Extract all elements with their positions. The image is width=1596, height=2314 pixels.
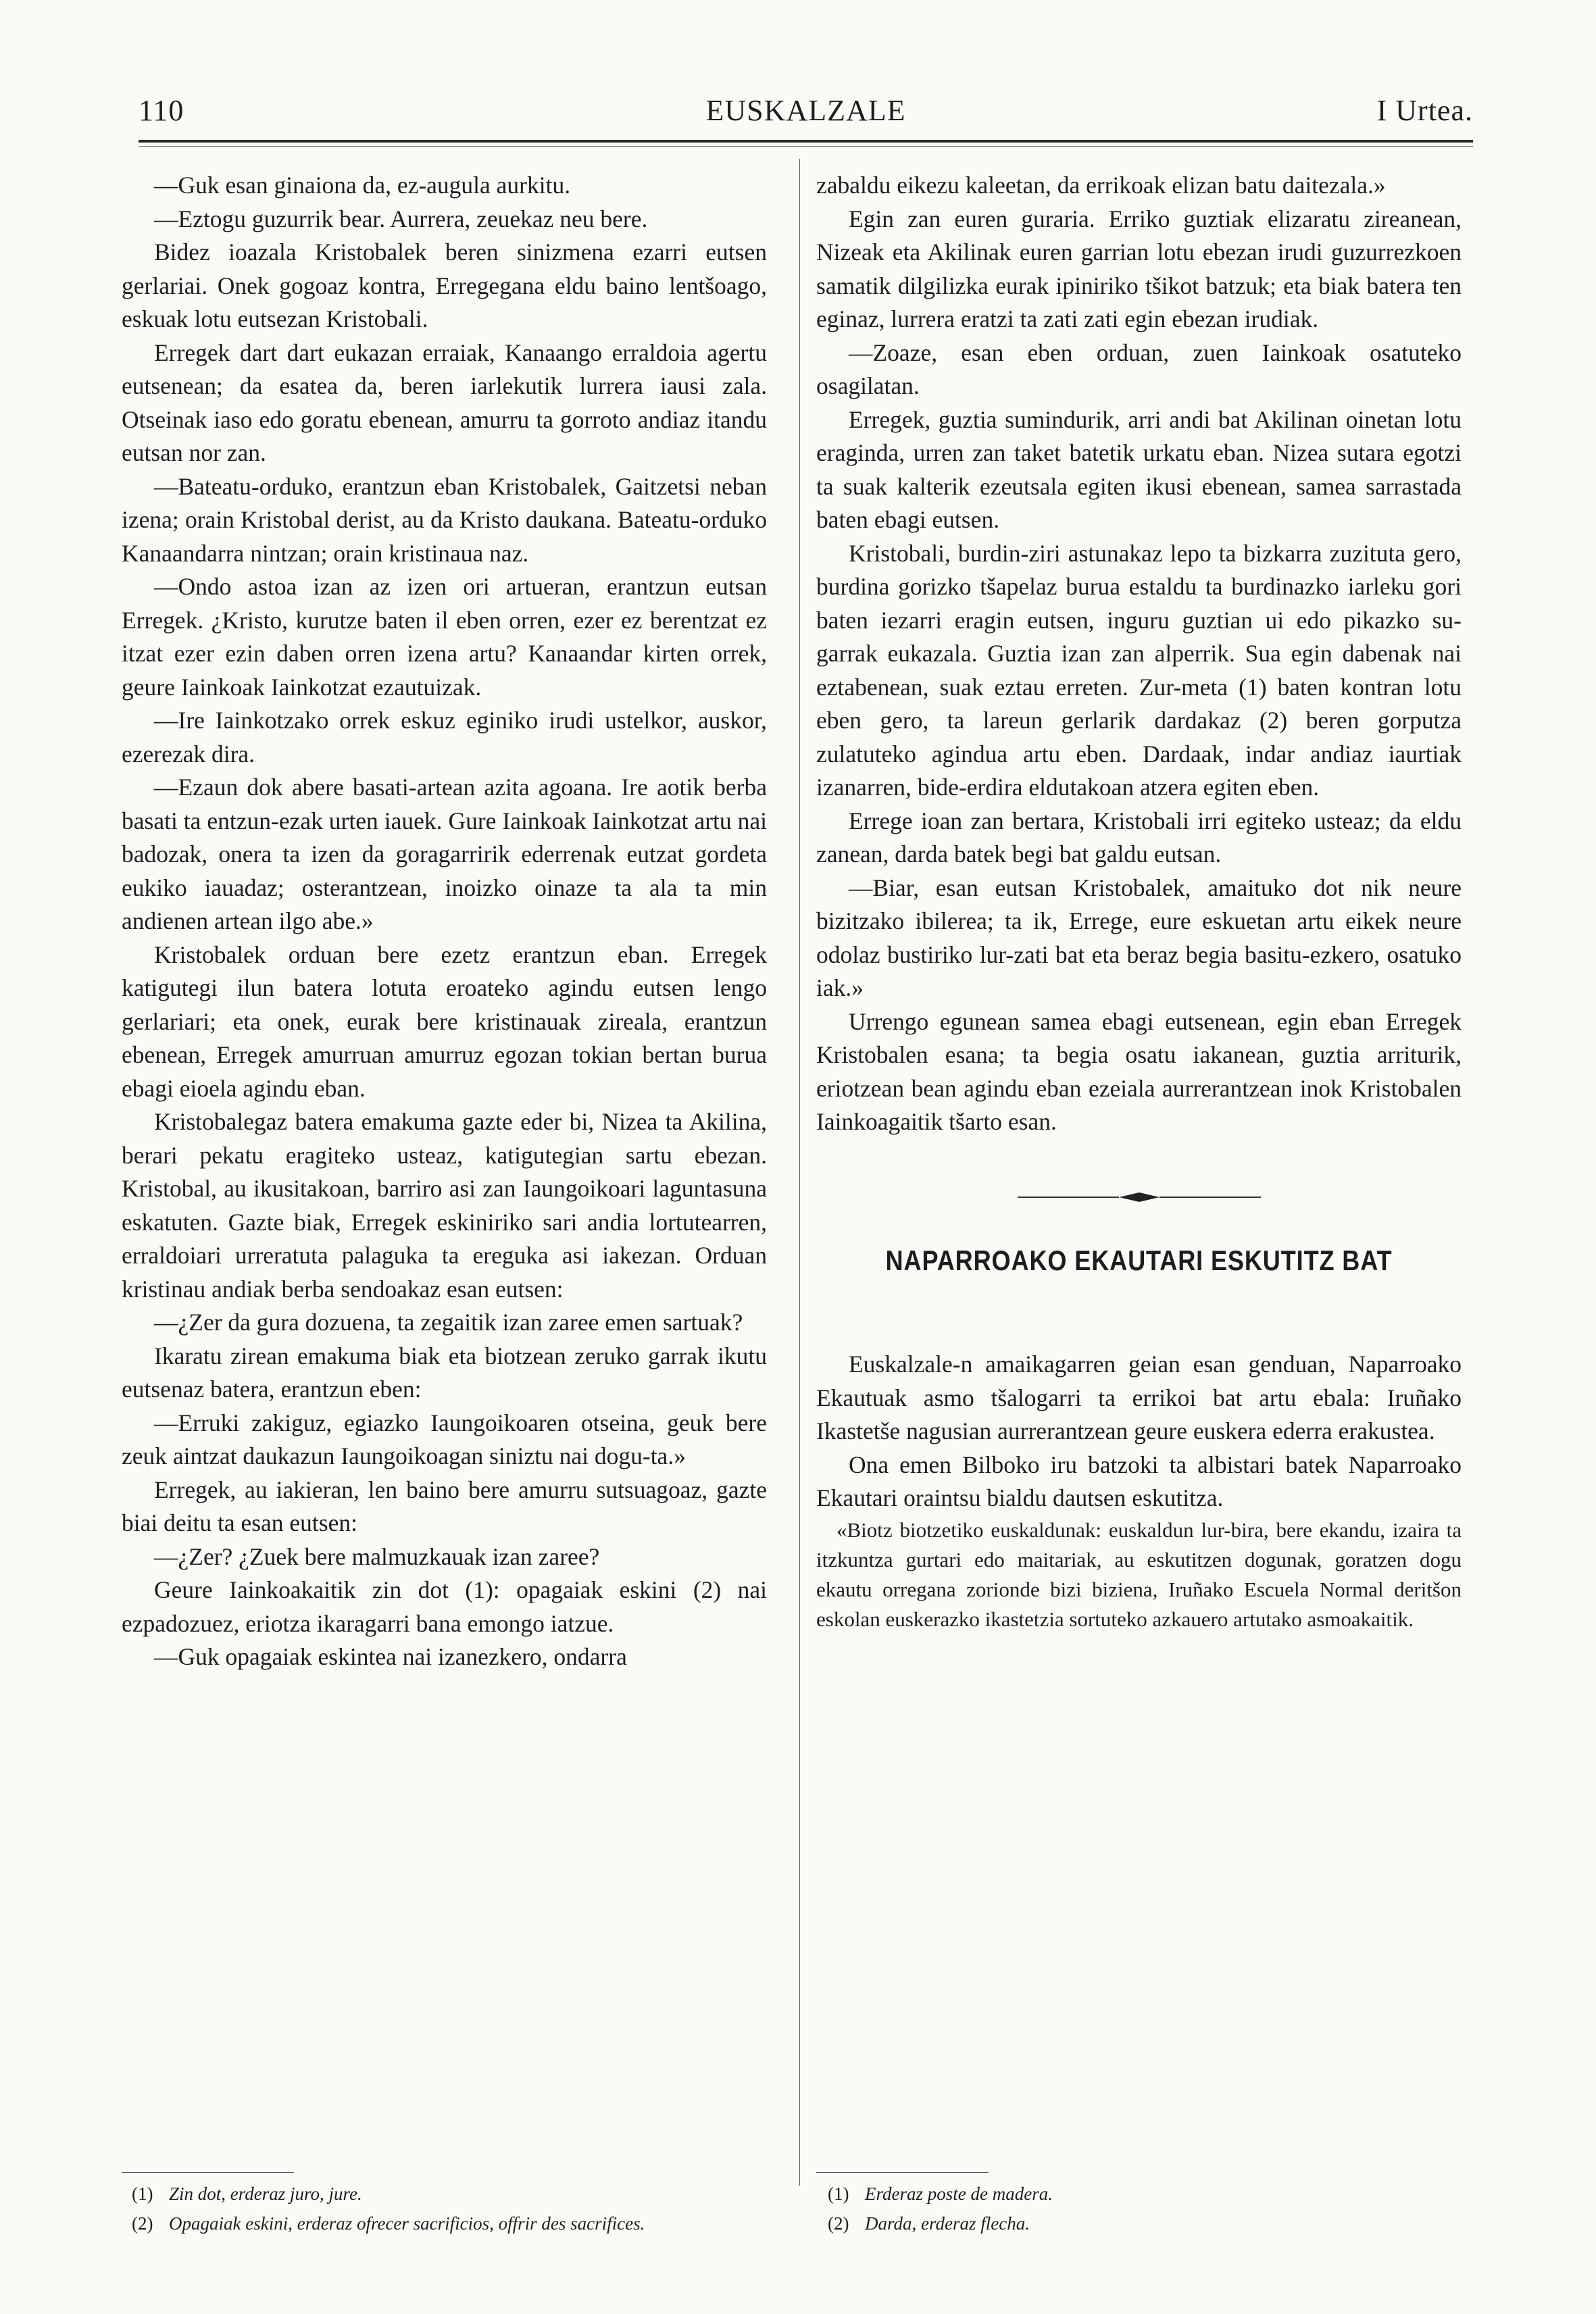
footnote-number: (2) bbox=[828, 2213, 849, 2234]
journal-title: EUSKALZALE bbox=[705, 94, 906, 127]
ornament-divider-icon bbox=[1018, 1190, 1261, 1204]
section-title: NAPARROAKO EKAUTARI ESKUTITZ BAT bbox=[885, 1244, 1393, 1276]
paragraph: —Erruki zakiguz, egiazko Iaungoikoaren otseina, geuk bere zeuk aintzat daukazun Iaungoikoagan siniztu nai dogu-ta.» bbox=[122, 1409, 767, 1469]
footnote-number: (1) bbox=[828, 2184, 849, 2204]
footnote bbox=[828, 2179, 1473, 2209]
paragraph: Erregek, au iakieran, len baino bere amurru sutsuagoaz, gazte biai deitu ta esan eutsen: bbox=[122, 1476, 767, 1536]
footnote-number: (2) bbox=[132, 2213, 153, 2234]
paragraph: zabaldu eikezu kaleetan, da errikoak elizan batu daitezala.» bbox=[816, 172, 1386, 199]
volume-label: I Urtea. bbox=[1376, 94, 1473, 127]
paragraph: Errege ioan zan bertara, Kristobali irri egiteko usteaz; da eldu zanean, darda batek begi bat galdu eutsan. bbox=[816, 807, 1462, 867]
paragraph: Urrengo egunean samea ebagi eutsenean, egin eban Erregek Kristobalen esana; ta begia osatu iakanean, guztia arriturik, eriotzean bean agindu eban ezeiala aurrerantzean inok Kristobalen Iainkoagaitik tšarto esan. bbox=[816, 1007, 1462, 1135]
right-column-text bbox=[816, 169, 1462, 1139]
footnote bbox=[828, 2209, 1473, 2238]
paragraph: —Biar, esan eutsan Kristobalek, amaituko dot nik neure bizitzako ibilerea; ta ik, Errege, eure eskuetan artu eikek neure odolaz bustiriko lur-zati bat eta beraz begia basitu-ezkero, osatuko iak.» bbox=[816, 874, 1462, 1001]
paragraph: Geure Iainkoakaitik zin dot (1): opagaiak eskini (2) nai ezpadozuez, eriotza ikaragarri bana emongo iatzue. bbox=[122, 1576, 767, 1637]
column-divider bbox=[799, 159, 800, 2186]
footnote bbox=[132, 2179, 777, 2209]
paragraph: Euskalzale-n amaikagarren geian esan genduan, Naparroako Ekautuak asmo tšalogarri ta errikoi bat artu ebala: Iruñako Ikastetše nagusian aurrerantzean geure euskera ederra erakustea. bbox=[816, 1351, 1462, 1444]
paragraph: —Ire Iainkotzako orrek eskuz eginiko irudi ustelkor, auskor, ezerezak dira. bbox=[122, 707, 767, 768]
section-ornament bbox=[816, 1180, 1462, 1193]
footnote-text: Erderaz poste de madera. bbox=[865, 2184, 1053, 2204]
paragraph: Egin zan euren guraria. Erriko guztiak elizaratu zireanean, Nizeak eta Akilinak euren garrian lotu ebezan irudi guzurrezkoen samatik dilgilizka eurak ipiniriko tšikot batzuk; eta biak batera ten eginaz, lurrera eratzi ta zati zati egin ebezan irudiak. bbox=[816, 205, 1462, 332]
paragraph: —Guk opagaiak eskintea nai izanezkero, ondarra bbox=[154, 1643, 627, 1670]
section-body bbox=[816, 1348, 1462, 1634]
footnote-rule-left bbox=[122, 2172, 294, 2173]
paragraph: —Zoaze, esan eben orduan, zuen Iainkoak osatuteko osagilatan. bbox=[816, 338, 1462, 399]
paragraph: «Biotz biotzetiko euskaldunak: euskaldun lur-bira, bere ekandu, izaira ta itzkuntza gurtari edo maitariak, au eskutitzen dogunak, goratzen dogu ekautu orregana zorionde bizi biziena, Iruñako Escuela Normal deritšon eskolan euskerazko ikastetzia sortuteko azkauero artutako asmoakaitik. bbox=[816, 1517, 1462, 1631]
paragraph: Kristobalek orduan bere ezetz erantzun eban. Erregek katigutegi ilun batera lotuta eroateko agindu eutsen lengo gerlariari; eta onek, eurak bere kristinauak zireala, erantzun ebenean, Erregek amurruan amurruz egozan tokian bertan burua ebagi eioela agindu eban. bbox=[122, 940, 767, 1102]
footnote-rule-right bbox=[816, 2172, 989, 2173]
paragraph: Kristobalegaz batera emakuma gazte eder bi, Nizea ta Akilina, berari pekatu eragiteko usteaz, katigutegian sartu ebezan. Kristobal, au ikusitakoan, barriro asi zan Iaungoikoari laguntasuna eskatuten. Gazte biak, Erregek eskiniriko sari andia lortutearren, erraldoiari urreratuta palaguka ta ereguka asi iakezan. Orduan kristinau andiak berba sendoakaz esan eutsen: bbox=[122, 1108, 767, 1303]
running-header bbox=[139, 93, 1473, 134]
paragraph: —Bateatu-orduko, erantzun eban Kristobalek, Gaitzetsi neban izena; orain Kristobal derist, au da Kristo daukana. Bateatu-orduko Kanaandarra nintzan; orain kristinaua naz. bbox=[122, 472, 767, 567]
paragraph: —¿Zer da gura dozuena, ta zegaitik izan zaree emen sartuak? bbox=[154, 1309, 743, 1336]
footnote-text: Zin dot, erderaz juro, jure. bbox=[169, 2184, 362, 2204]
paragraph: —¿Zer? ¿Zuek bere malmuzkauak izan zaree? bbox=[154, 1542, 600, 1570]
paragraph: Kristobali, burdin-ziri astunakaz lepo ta bizkarra zuzituta gero, burdina gorizko tšapelaz burua estaldu ta burdinazko iarleku gori baten iezarri eragin eutsen, inguru guztian ui edo pikazko su-garrak eukazala. Guztia izan zan alperrik. Sua egin dabenak nai eztabenean, suak eztau erreten. Zur-meta (1) baten kontran lotu eben gero, ta lareun gerlarik dardakaz (2) beren gorputza zulatuteko agindua artu eben. Dardaak, indar andiaz iaurtiak izanarren, bide-erdira eldutakoan atzera egiten eben. bbox=[816, 539, 1462, 801]
footnote-text: Darda, erderaz flecha. bbox=[865, 2213, 1030, 2234]
header-rule-thin bbox=[139, 146, 1473, 147]
right-column bbox=[816, 169, 1462, 1634]
paragraph: —Guk esan ginaiona da, ez-augula aurkitu. bbox=[154, 172, 571, 199]
footnote-number: (1) bbox=[132, 2184, 153, 2204]
page-number: 110 bbox=[139, 94, 184, 127]
paragraph: —Ezaun dok abere basati-artean azita agoana. Ire aotik berba basati ta entzun-ezak urten iauek. Gure Iainkoak Iainkotzat artu nai badozak, onera ta izen da goragarririk ederrenak eutzat gordeta eukiko iauadaz; osterantzean, inoizko oinaze ta ala ta min andienen artean ilgo abe.» bbox=[122, 774, 767, 934]
paragraph: Ikaratu zirean emakuma biak eta biotzean zeruko garrak ikutu eutsenaz batera, erantzun eben: bbox=[122, 1342, 767, 1403]
paragraph: Ona emen Bilboko iru batzoki ta albistari batek Naparroako Ekautari oraintsu bialdu dautsen eskutitza. bbox=[816, 1451, 1462, 1511]
paragraph: —Ondo astoa izan az izen ori artueran, erantzun eutsan Erregek. ¿Kristo, kurutze baten il eben orren, ezer ez berentzat ez itzat ezer ezin daben orren izena artu? Kanaandar kirten orrek, geure Iainkoak Iainkotzat ezautuizak. bbox=[122, 573, 767, 701]
left-column bbox=[122, 169, 767, 1674]
footnote-text: Opagaiak eskini, erderaz ofrecer sacrificios, offrir des sacrifices. bbox=[169, 2213, 645, 2234]
paragraph: —Eztogu guzurrik bear. Aurrera, zeuekaz neu bere. bbox=[154, 205, 648, 232]
paragraph: Erregek dart dart eukazan erraiak, Kanaango erraldoia agertu eutsenean; da esatea da, beren iarlekutik lurrera iausi zala. Otseinak iaso edo goratu ebenean, amurru ta gorroto andiaz itandu eutsan nor zan. bbox=[122, 338, 767, 466]
footnotes-left bbox=[132, 2179, 777, 2238]
paragraph: Erregek, guztia sumindurik, arri andi bat Akilinan oinetan lotu eraginda, urren zan taket batetik urkatu eban. Nizea sutara egotzi ta suak kalterik ezeutsala egiten ikusi ebenean, samea sarrastada baten ebagi eutsen. bbox=[816, 405, 1462, 533]
paragraph: Bidez ioazala Kristobalek beren sinizmena ezarri eutsen gerlariai. Onek gogoaz kontra, Erregegana eldu baino lentšoago, eskuak lotu eutsezan Kristobali. bbox=[122, 238, 767, 332]
footnote bbox=[132, 2209, 777, 2238]
header-rule bbox=[139, 140, 1473, 143]
footnotes-right bbox=[828, 2179, 1473, 2238]
